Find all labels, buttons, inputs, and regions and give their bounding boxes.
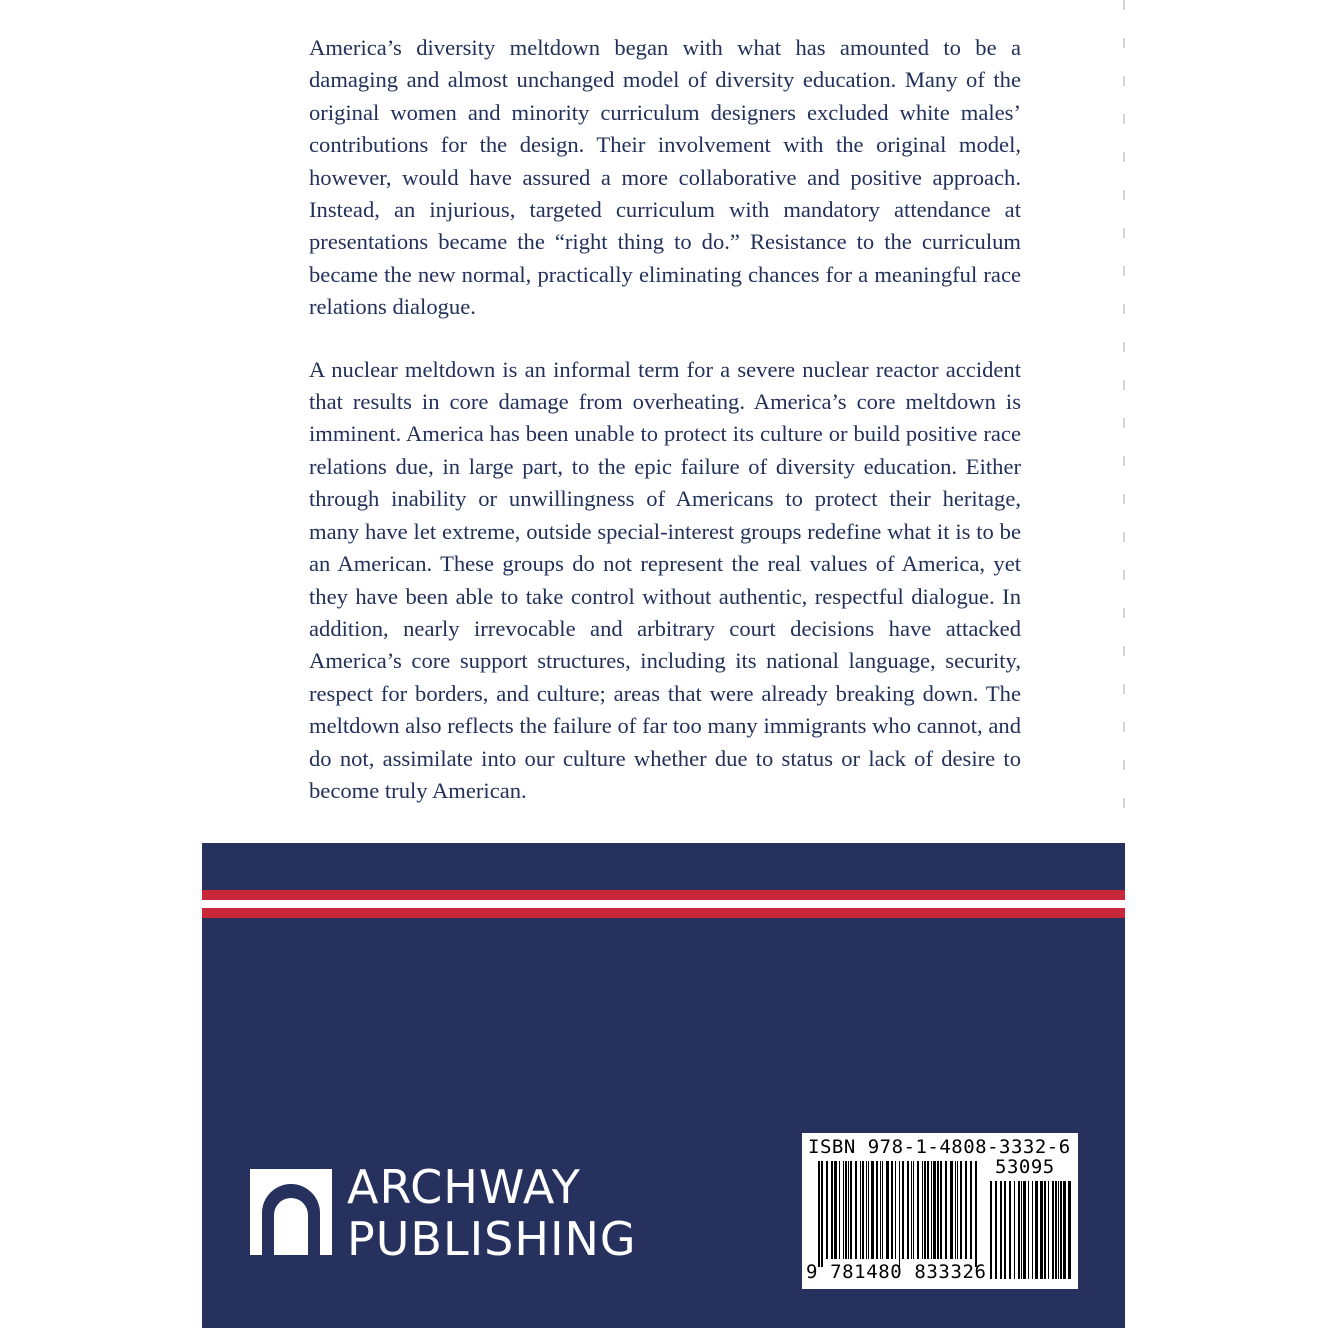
barcode-bar [1044,1181,1046,1279]
white-stripe [202,900,1125,908]
barcode-bar [960,1161,962,1259]
barcode-bar [957,1161,958,1259]
barcode-bar [955,1161,956,1259]
barcode-bar [902,1161,904,1259]
back-cover-blurb [309,32,1021,807]
barcode-bar [937,1161,939,1259]
barcode-bar [922,1161,923,1259]
barcode-bar [882,1161,883,1259]
barcode-bar [850,1161,852,1259]
barcode-bar [871,1161,874,1259]
barcode-bar [839,1161,840,1259]
red-stripe-top [202,890,1125,900]
barcode-bar [899,1161,900,1267]
blurb-paragraph-1: America’s diversity meltdown began with what has amounted to be a damaging and almost unchanged model of diversity education. Many of the original women and minority curriculum designers excluded white males’ contributions for the design. Their involvement with the original model, however, would have assured a more collaborative and positive approach. Instead, an injurious, targeted curriculum with mandatory attendance at presentations became the “right thing to do.” Resistance to the curriculum became the new normal, practically eliminating chances for a meaningful race relations dialogue. [309,35,1021,320]
barcode-bar [834,1161,837,1259]
barcode-bar [990,1181,992,1279]
barcode-bar [917,1161,919,1259]
barcode-bar [975,1161,977,1267]
barcode-bar [924,1161,926,1259]
barcode-bar [1068,1181,1071,1279]
archway-logo-icon [250,1169,332,1255]
barcode-bar [933,1161,936,1259]
barcode-bar [1052,1181,1054,1279]
barcode-bar [862,1161,864,1259]
barcode-bar [868,1161,869,1259]
barcode-bar [1021,1181,1022,1279]
barcode-bar [1014,1181,1015,1279]
barcode-bar [876,1161,878,1259]
barcode-bar [1032,1181,1033,1279]
barcode-bar [1009,1181,1011,1279]
barcode-bar [860,1161,861,1259]
isbn-number: ISBN 978-1-4808-3332-6 [808,1136,1071,1158]
barcode-bar [1004,1181,1006,1279]
barcode-bar [855,1161,857,1259]
barcode-bar [891,1161,893,1259]
barcode-bar [1058,1181,1059,1279]
barcode-bar [913,1161,914,1259]
blurb-paragraph-2: A nuclear meltdown is an informal term for a severe nuclear reactor accident that results in core damage from overheating. America’s core meltdown is imminent. America has been unable to protect its culture or build positive race relations due, in large part, to the epic failure of diversity education. Either through inability or unwillingness of Americans to protect their heritage, many have let extreme, outside special-interest groups redefine what it is to be an American. These groups do not represent the real values of America, yet they have been able to take control without authentic, respectful dialogue. In addition, nearly irrevocable and arbitrary court decisions have attacked America’s core support structures, including its national language, security, respect for borders, and culture; areas that were already breaking down. The meltdown also reflects the failure of far too many immigrants who cannot, and do not, assimilate into our culture whether due to status or lack of desire to become truly American. [309,356,1021,803]
barcode-bar [880,1161,881,1259]
barcode-bar [945,1161,947,1259]
red-stripe-bottom [202,908,1125,918]
barcode-bar [818,1161,820,1267]
barcode-bar [940,1161,942,1259]
barcode-bar [950,1161,953,1259]
publisher-name-line-2: PUBLISHING [347,1212,637,1266]
barcode-bar [831,1161,833,1259]
barcode-bar [1055,1181,1057,1279]
barcode-bar [1063,1181,1066,1279]
barcode-bar [927,1161,929,1259]
barcode-bar [845,1161,847,1259]
trim-edge-guide [1123,0,1125,820]
barcode-digits: 9 781480 833326 [806,1261,987,1283]
barcode-bar [886,1161,889,1259]
barcode-bar [1048,1181,1049,1279]
navy-footer-panel [202,843,1125,1328]
barcode-bar [907,1161,909,1259]
barcode-bar [1035,1181,1038,1279]
barcode-bar [826,1161,828,1259]
publisher-name [347,1161,637,1265]
barcode-bar [965,1161,967,1259]
barcode-bar [995,1181,997,1279]
barcode-bar [1040,1181,1043,1279]
barcode-bar [821,1161,823,1267]
isbn-barcode [802,1133,1078,1289]
barcode-bar [1060,1181,1062,1279]
barcode-bar [866,1161,867,1259]
barcode-bar [1018,1181,1020,1279]
barcode-bar [843,1161,844,1259]
barcode-bar [1028,1181,1029,1279]
barcode-bar [970,1161,972,1259]
barcode-bar [931,1161,932,1259]
barcode-bar [911,1161,912,1259]
barcode-bar [1000,1181,1002,1279]
publisher-name-line-1: ARCHWAY [347,1160,581,1214]
price-code: 53095 [995,1156,1055,1178]
barcode-bar [848,1161,849,1259]
barcode-bar [895,1161,896,1259]
barcode-bar [1023,1181,1026,1279]
